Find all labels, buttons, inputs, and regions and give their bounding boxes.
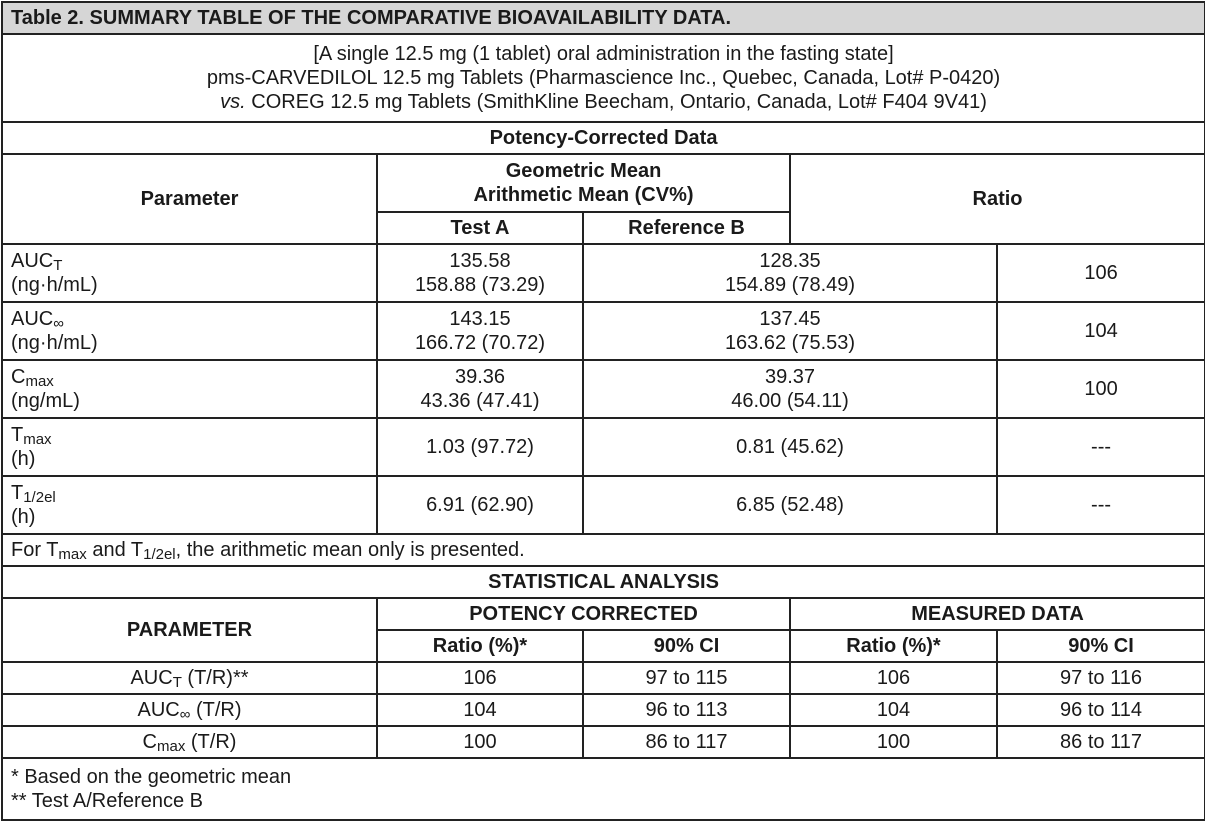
table-row [2, 662, 1205, 694]
param-cell: $AUC_\infty$ (ng·h/mL) [2, 302, 377, 360]
param-cell: $T_{1/2el}$ (h) [2, 476, 377, 534]
footnote-1: * Based on the geometric mean [11, 766, 292, 788]
table-row [2, 726, 1205, 758]
col-header-parameter: Parameter [2, 154, 377, 244]
arithmetic-mean-note: For $T_{max}$ and $T_{1/2el}$, the arithmetic mean only is presented. [2, 534, 1205, 566]
reference-b-cell: 128.35 154.89 (78.49) [583, 244, 997, 302]
reference-b-cell: 0.81 (45.62) [583, 418, 997, 476]
potency-section-heading: Potency-Corrected Data [2, 122, 1205, 154]
pc-ci-cell: 86 to 117 [583, 726, 790, 758]
stat-col-header-md-ci: 90% CI [997, 630, 1205, 662]
reference-b-cell: 6.85 (52.48) [583, 476, 997, 534]
md-ci-cell: 96 to 114 [997, 694, 1205, 726]
col-header-reference-b: Reference B [583, 212, 790, 244]
table-row [2, 244, 1205, 302]
ratio-cell: 100 [997, 360, 1205, 418]
footnote-2: ** Test A/Reference B [11, 790, 203, 812]
pc-ratio-cell: 100 [377, 726, 583, 758]
stat-col-header-pc-ci: 90% CI [583, 630, 790, 662]
md-ci-cell: 97 to 116 [997, 662, 1205, 694]
ratio-cell: --- [997, 476, 1205, 534]
md-ratio-cell: 104 [790, 694, 997, 726]
stat-col-header-parameter: PARAMETER [2, 598, 377, 662]
md-ci-cell: 86 to 117 [997, 726, 1205, 758]
study-line-3-vs: vs. [220, 91, 246, 113]
stat-param-cell: $AUC_\infty$ (T/R) [2, 694, 377, 726]
param-cell: $AUC_T$ (ng·h/mL) [2, 244, 377, 302]
col-header-test-a: Test A [377, 212, 583, 244]
stat-col-header-pc-ratio: Ratio (%)* [377, 630, 583, 662]
col-header-ratio: Ratio [790, 154, 1205, 244]
stat-col-header-md-ratio: Ratio (%)* [790, 630, 997, 662]
bioavailability-table [1, 1, 1205, 821]
table-row [2, 476, 1205, 534]
pc-ci-cell: 97 to 115 [583, 662, 790, 694]
param-cell: $C_{max}$ (ng/mL) [2, 360, 377, 418]
ratio-cell: 104 [997, 302, 1205, 360]
reference-b-cell: 137.45 163.62 (75.53) [583, 302, 997, 360]
pc-ratio-cell: 106 [377, 662, 583, 694]
study-line-3 [11, 90, 1196, 114]
table-title: Table 2. SUMMARY TABLE OF THE COMPARATIVE BIOAVAILABILITY DATA. [2, 2, 1205, 34]
study-line-1: [A single 12.5 mg (1 tablet) oral administration in the fasting state] [313, 43, 894, 65]
pc-ci-cell: 96 to 113 [583, 694, 790, 726]
study-description [2, 34, 1205, 122]
study-line-3-text: COREG 12.5 mg Tablets (SmithKline Beecham, Ontario, Canada, Lot# F404 9V41) [245, 91, 987, 113]
study-line-2: pms-CARVEDILOL 12.5 mg Tablets (Pharmascience Inc., Quebec, Canada, Lot# P-0420) [206, 67, 1001, 89]
param-cell: $T_{max}$ (h) [2, 418, 377, 476]
test-a-cell: 143.15 166.72 (70.72) [377, 302, 583, 360]
col-header-arithmetic-mean: Arithmetic Mean (CV%) [473, 184, 694, 206]
footnotes [2, 758, 1205, 820]
stat-param-cell: $AUC_T$ (T/R)** [2, 662, 377, 694]
table-row [2, 302, 1205, 360]
pc-ratio-cell: 104 [377, 694, 583, 726]
col-header-mean [377, 154, 790, 212]
stat-col-header-potency: POTENCY CORRECTED [377, 598, 790, 630]
table-row [2, 418, 1205, 476]
reference-b-cell: 39.37 46.00 (54.11) [583, 360, 997, 418]
statistical-analysis-heading: STATISTICAL ANALYSIS [2, 566, 1205, 598]
test-a-cell: 135.58 158.88 (73.29) [377, 244, 583, 302]
stat-col-header-measured: MEASURED DATA [790, 598, 1205, 630]
md-ratio-cell: 100 [790, 726, 997, 758]
md-ratio-cell: 106 [790, 662, 997, 694]
test-a-cell: 1.03 (97.72) [377, 418, 583, 476]
stat-param-cell: $C_{max}$ (T/R) [2, 726, 377, 758]
ratio-cell: --- [997, 418, 1205, 476]
table-row [2, 694, 1205, 726]
ratio-cell: 106 [997, 244, 1205, 302]
table-row [2, 360, 1205, 418]
test-a-cell: 39.36 43.36 (47.41) [377, 360, 583, 418]
test-a-cell: 6.91 (62.90) [377, 476, 583, 534]
col-header-geometric-mean: Geometric Mean [505, 160, 662, 182]
